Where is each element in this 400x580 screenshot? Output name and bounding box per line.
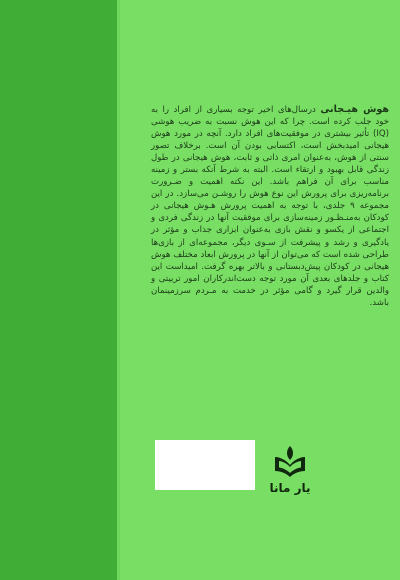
book-spine [0,0,117,580]
book-leaf-logo-icon [270,440,310,480]
back-cover-blurb [151,104,389,309]
barcode-area [155,440,255,490]
publisher-name: یار مانا [269,481,311,495]
blurb-body: درسال‌های اخیر توجه بسیاری از افراد را به خود جلب کرده است. چرا که این هوش نسبت به ضریب هوشی (IQ) تأثیر بیشتری در موفقیت‌های افراد دارد. آنچه در مورد هوش هیجانی امیدبخش است، اکتسابی بودن آن است. برخلاف تصور سنتی از هوش، به‌عنوان امری ذاتی و ثابت، هوش هیجانی در طول زندگی قابل بهبود و ارتقاء است. البته به شرط آنکه بستر و زمینه مناسب برای آن فراهم باشد. این نکته اهمیت و ضـرورت برنامه‌ریزی برای پرورش این نوع هوش را روشـن می‌سازد. در این مجموعه ۹ جلدی، با توجه به اهمیت پرورش هـوش هیجانی در کودکان به‌منـظـور زمینه‌سازی برای موفقیت آنها در زندگی فردی و اجتماعی از یکسو و نقش بازی به‌عنوان ابزاری جذاب و مؤثر در یادگیری و رشد و پیشرفت از سـوی دیگر، مجموعه‌ای از بازی‌ها طراحی شده است که می‌توان از آنها در پرورش ابعاد مختلف هوش هیجانی در کودکان پیش‌دبستانی و بالاتر بهره گرفت. امیداست این کتاب و جلدهای بعدی آن مورد توجه دست‌اندرکاران امور تربیتی و والدین قرار گیرد و گامی مؤثر در خدمت به مـردم سرزمینمان باشد. [151,105,389,308]
publisher-logo [265,440,315,510]
blurb-lead: هوش هیـجانی [320,104,390,115]
